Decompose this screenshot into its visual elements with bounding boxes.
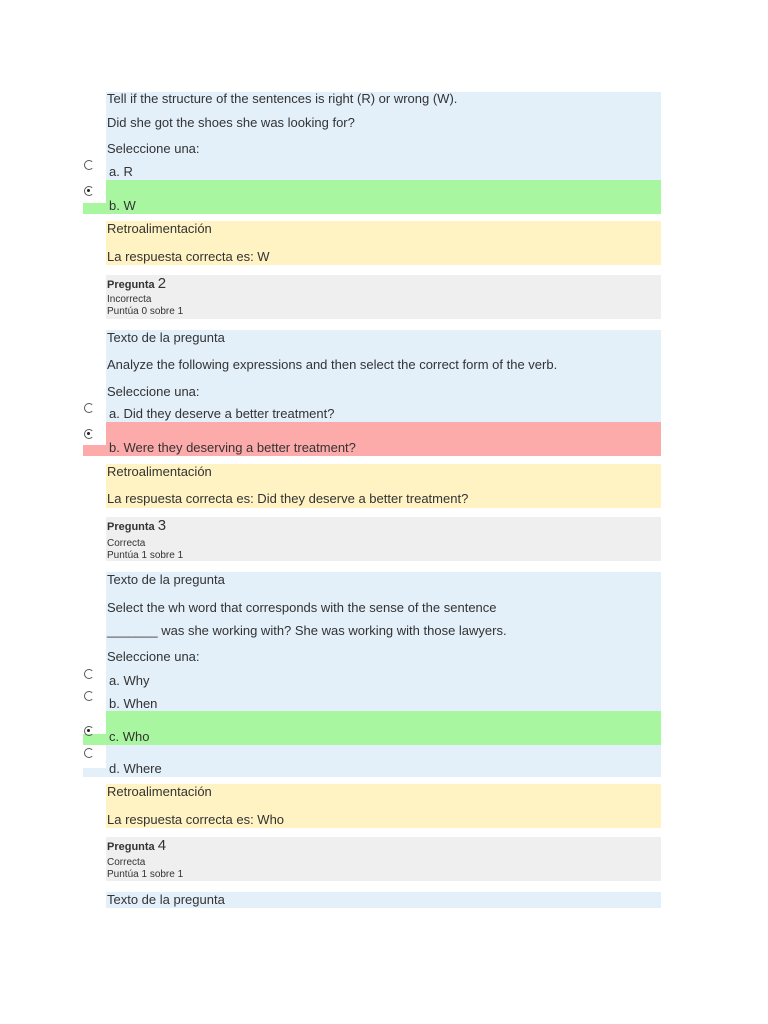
q1-question-text: Did she got the shoes she was looking for? (107, 115, 355, 130)
q2-header-number: 2 (157, 275, 167, 292)
q3-header-number: 3 (157, 517, 167, 534)
q4-header-word: Pregunta (107, 841, 155, 853)
q1-option-b-row[interactable] (83, 180, 661, 214)
q3-option-d-label[interactable]: d. Where (109, 761, 162, 776)
q2-score: Puntúa 0 sobre 1 (107, 306, 184, 317)
q2-feedback-answer: La respuesta correcta es: Did they deserve a better treatment? (107, 491, 469, 506)
q3-option-a-radio[interactable] (84, 669, 94, 679)
q1-instruction: Tell if the structure of the sentences is right (R) or wrong (W). (107, 91, 458, 106)
q3-option-d-row[interactable] (83, 745, 661, 777)
q2-option-b-label[interactable]: b. Were they deserving a better treatment? (109, 440, 356, 455)
q1-option-a-label[interactable]: a. R (109, 164, 133, 179)
q4-header-title (107, 838, 166, 855)
q3-option-b-label[interactable]: b. When (109, 696, 158, 711)
q4-header-number: 4 (157, 837, 167, 854)
q3-feedback-title: Retroalimentación (107, 784, 212, 799)
q3-question-panel (106, 572, 661, 711)
q1-feedback-answer: La respuesta correcta es: W (107, 249, 270, 264)
q2-feedback-title: Retroalimentación (107, 464, 212, 479)
q4-header-panel (106, 837, 661, 881)
q4-status: Correcta (107, 857, 146, 868)
q3-feedback-answer: La respuesta correcta es: Who (107, 812, 285, 827)
q3-status: Correcta (107, 538, 146, 549)
q3-question-text: Select the wh word that corresponds with the sense of the sentence (107, 600, 497, 615)
q1-select-label: Seleccione una: (107, 141, 200, 156)
q3-option-b-radio[interactable] (84, 691, 94, 701)
q3-option-d-radio[interactable] (84, 748, 94, 758)
q3-sentence: _______ was she working with? She was working with those lawyers. (107, 623, 507, 638)
q1-feedback-title: Retroalimentación (107, 221, 212, 236)
q2-header-title (107, 276, 166, 293)
q3-score: Puntúa 1 sobre 1 (107, 550, 184, 561)
q3-select-label: Seleccione una: (107, 649, 200, 664)
q3-header-word: Pregunta (107, 521, 155, 533)
q3-option-c-radio[interactable] (84, 726, 94, 736)
q1-option-b-label[interactable]: b. W (109, 198, 136, 213)
q3-option-c-label[interactable]: c. Who (109, 729, 150, 744)
q2-select-label: Seleccione una: (107, 384, 200, 399)
q3-text-label: Texto de la pregunta (107, 572, 225, 587)
q2-question-text: Analyze the following expressions and then select the correct form of the verb. (107, 357, 558, 372)
q3-header-title (107, 518, 166, 535)
q2-option-a-label[interactable]: a. Did they deserve a better treatment? (109, 406, 335, 421)
q2-text-label: Texto de la pregunta (107, 330, 225, 345)
q2-status: Incorrecta (107, 294, 152, 305)
q4-text-label: Texto de la pregunta (107, 892, 225, 907)
q2-header-word: Pregunta (107, 279, 155, 291)
q3-option-c-row[interactable] (83, 711, 661, 745)
q1-option-a-radio[interactable] (84, 160, 94, 170)
q3-option-a-label[interactable]: a. Why (109, 673, 150, 688)
q4-score: Puntúa 1 sobre 1 (107, 869, 184, 880)
q2-option-b-radio[interactable] (84, 429, 94, 439)
q3-header-panel (106, 517, 661, 561)
q2-option-a-radio[interactable] (84, 403, 94, 413)
q2-header-panel (106, 275, 661, 319)
q1-option-b-radio[interactable] (84, 186, 94, 196)
